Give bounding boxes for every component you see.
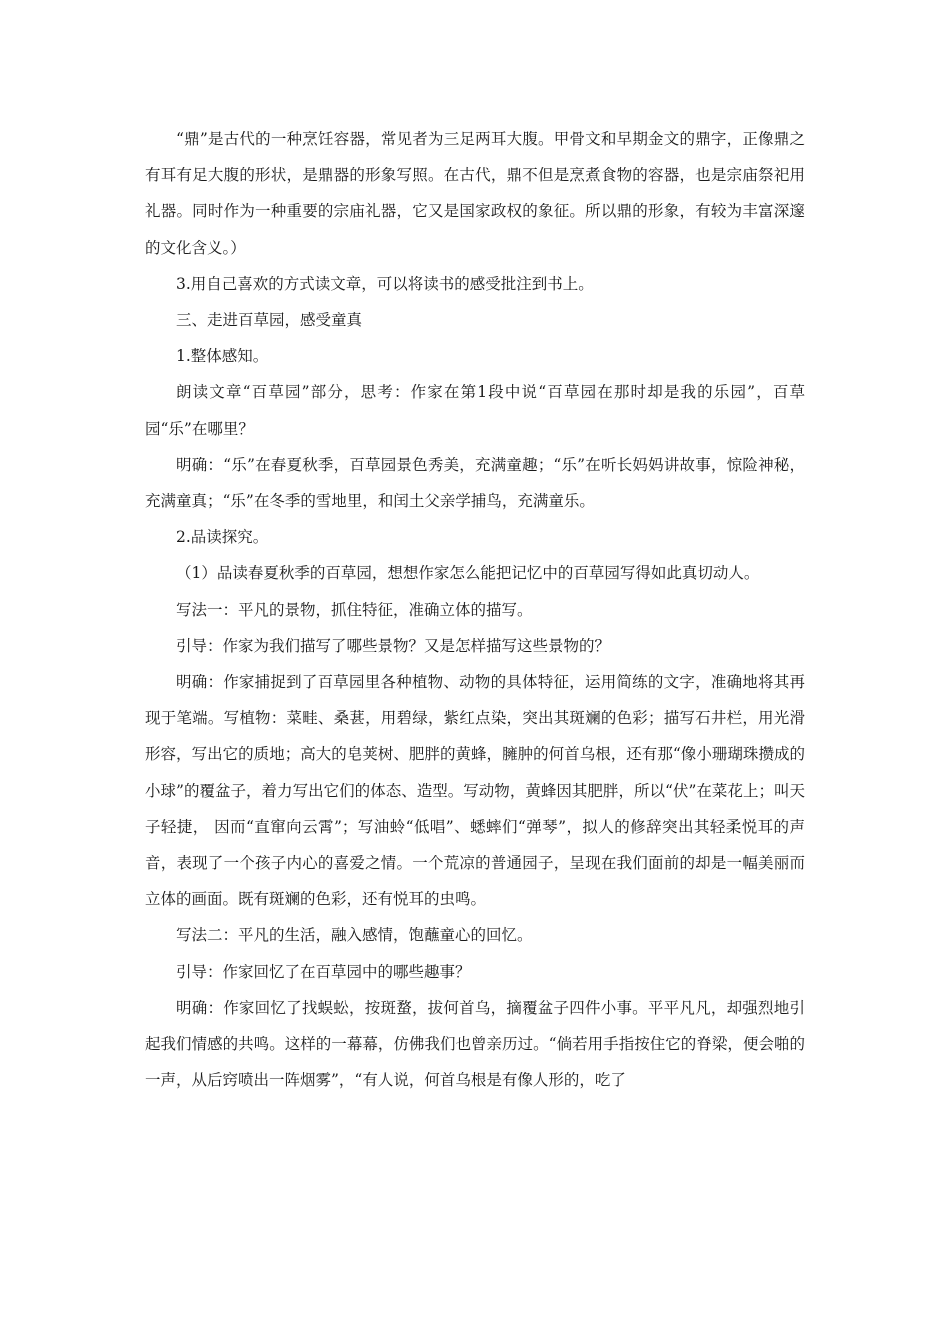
paragraph-technique-2: 写法二：平凡的生活，融入感情，饱蘸童心的回忆。 (176, 926, 533, 945)
subheading-overall-perception: 1.整体感知。 (176, 347, 269, 366)
paragraph-answer-joy: 明确：“乐”在春夏秋季，百草园景色秀美，充满童趣；“乐”在听长妈妈讲故事，惊险神秘，充满童真；“乐”在冬季的雪地里，和闰土父亲学捕鸟，充满童乐。 (145, 455, 805, 511)
paragraph-reading-method: 3.用自己喜欢的方式读文章，可以将读书的感受批注到书上。 (176, 274, 594, 293)
paragraph-answer-anecdotes: 明确：作家回忆了找蜈蚣，按斑蝥，拔何首乌，摘覆盆子四件小事。平平凡凡，却强烈地引起我们情感的共鸣。这样的一幕幕，仿佛我们也曾亲历过。“倘若用手指按住它的脊梁，便会啪的一声，从后窍喷出一阵烟雾”，“有人说，何首乌根是有像人形的，吃了 (145, 998, 805, 1090)
paragraph-reading-question: 朗读文章“百草园”部分，思考：作家在第1段中说“百草园在那时却是我的乐园”，百草园“乐”在哪里？ (145, 383, 805, 438)
paragraph-question-1: （1）品读春夏秋季的百草园，想想作家怎么能把记忆中的百草园写得如此真切动人。 (176, 564, 760, 583)
paragraph-answer-scenery: 明确：作家捕捉到了百草园里各种植物、动物的具体特征，运用简练的文字，准确地将其再现于笔端。写植物：菜畦、桑葚，用碧绿，紫红点染，突出其斑斓的色彩；描写石井栏，用光滑形容，写出它的质地；高大的皂荚树、肥胖的黄蜂，臃肿的何首乌根，还有那“像小珊瑚珠攒成的小球”的覆盆子，着力写出它们的体态、造型。写动物，黄蜂因其肥胖，所以“伏”在菜花上；叫天子轻捷， 因而“直窜向云霄”；写油蛉“低唱”、蟋蟀们“弹琴”，拟人的修辞突出其轻柔悦耳的声音，表现了一个孩子内心的喜爱之情。一个荒凉的普通园子，呈现在我们面前的却是一幅美丽而立体的画面。既有斑斓的色彩，还有悦耳的虫鸣。 (145, 673, 805, 909)
paragraph-ding-explanation: “鼎”是古代的一种烹饪容器，常见者为三足两耳大腹。甲骨文和早期金文的鼎字，正像鼎之有耳有足大腹的形状，是鼎器的形象写照。在古代，鼎不但是烹煮食物的容器，也是宗庙祭祀用礼器。同时作为一种重要的宗庙礼器，它又是国家政权的象征。所以鼎的形象，有较为丰富深邃的文化含义。） (145, 130, 805, 257)
subheading-close-reading: 2.品读探究。 (176, 528, 269, 547)
section-heading-baicaoyuan: 三、走进百草园，感受童真 (176, 311, 363, 330)
paragraph-guide-2: 引导：作家回忆了在百草园中的哪些趣事？ (176, 962, 471, 981)
document-body (145, 121, 805, 1098)
paragraph-technique-1: 写法一：平凡的景物，抓住特征，准确立体的描写。 (176, 600, 533, 619)
paragraph-guide-1: 引导：作家为我们描写了哪些景物？又是怎样描写这些景物的？ (176, 636, 611, 655)
